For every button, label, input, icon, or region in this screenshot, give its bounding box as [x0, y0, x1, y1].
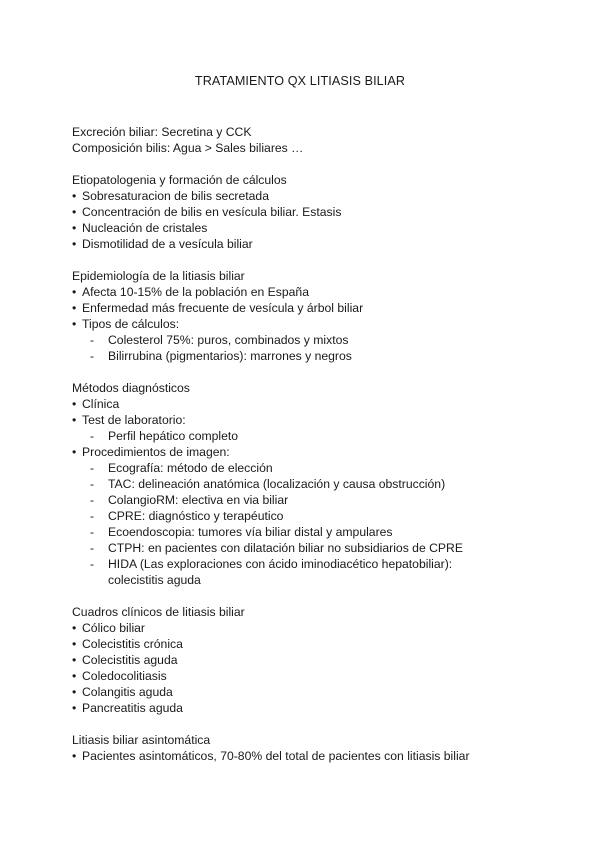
sub-item-text: Bilirrubina (pigmentarios): marrones y negros: [108, 349, 352, 363]
dash-marker: -: [90, 509, 95, 523]
etiopatologenia-section: [72, 172, 542, 252]
sub-list-item: [72, 348, 542, 364]
dash-marker: -: [90, 525, 95, 539]
sub-item-text: Perfil hepático completo: [108, 429, 239, 443]
list-item: • Pacientes asintomáticos, 70-80% del total de pacientes con litiasis biliar: [72, 748, 542, 764]
dash-marker: -: [90, 477, 95, 491]
document-body: [72, 124, 542, 780]
intro-line: Composición bilis: Agua > Sales biliares …: [72, 141, 304, 155]
list-item: • Colecistitis crónica: [72, 636, 542, 652]
list-item: • Pancreatitis aguda: [72, 700, 542, 716]
list-item: • Nucleación de cristales: [72, 220, 542, 236]
dash-marker: -: [90, 541, 95, 555]
dash-marker: -: [90, 461, 95, 475]
metodos-diagnosticos-section: [72, 380, 542, 588]
dash-marker: -: [90, 557, 95, 571]
list-item: • Clínica: [72, 396, 542, 412]
list-item: • Concentración de bilis en vesícula biliar. Estasis: [72, 204, 542, 220]
sub-list-item: [72, 540, 542, 556]
dash-marker: -: [90, 493, 95, 507]
epidemiologia-section: [72, 268, 542, 364]
section-heading: Litiasis biliar asintomática: [72, 733, 211, 747]
section-heading: Epidemiología de la litiasis biliar: [72, 269, 245, 283]
sub-list-item: [72, 524, 542, 540]
list-item: • Colecistitis aguda: [72, 652, 542, 668]
dash-marker: -: [90, 333, 95, 347]
sub-item-text: Ecoendoscopia: tumores vía biliar distal y ampulares: [108, 525, 393, 539]
section-heading: Cuadros clínicos de litiasis biliar: [72, 605, 245, 619]
intro-section: [72, 124, 542, 156]
sub-list-item: [72, 556, 542, 588]
sub-list-item: [72, 508, 542, 524]
sub-item-text: Colesterol 75%: puros, combinados y mixtos: [108, 333, 349, 347]
section-heading: Etiopatologenia y formación de cálculos: [72, 173, 287, 187]
dash-marker: -: [90, 429, 95, 443]
sub-item-text: ColangioRM: electiva en via biliar: [108, 493, 289, 507]
list-item: • Sobresaturacion de bilis secretada: [72, 188, 542, 204]
list-item: • Dismotilidad de a vesícula biliar: [72, 236, 542, 252]
list-item: • Coledocolitiasis: [72, 668, 542, 684]
cuadros-clinicos-section: [72, 604, 542, 716]
sub-list-item: [72, 460, 542, 476]
sub-item-text: Ecografía: método de elección: [108, 461, 273, 475]
sub-list-item: [72, 428, 542, 444]
list-item: • Cólico biliar: [72, 620, 542, 636]
sub-item-text: CTPH: en pacientes con dilatación biliar no subsidiarios de CPRE: [108, 541, 463, 555]
dash-marker: -: [90, 349, 95, 363]
sub-list-item: [72, 492, 542, 508]
sub-list-item: [72, 332, 542, 348]
page-title: TRATAMIENTO QX LITIASIS BILIAR: [194, 74, 406, 88]
list-item: • Afecta 10-15% de la población en España: [72, 284, 542, 300]
sub-item-text: TAC: delineación anatómica (localización y causa obstrucción): [108, 477, 446, 491]
sub-item-text: HIDA (Las exploraciones con ácido iminodiacético hepatobiliar): colecistitis aguda: [108, 557, 453, 587]
list-item: • Procedimientos de imagen:: [72, 444, 542, 460]
section-heading: Métodos diagnósticos: [72, 381, 190, 395]
sub-list-item: [72, 476, 542, 492]
list-item: • Test de laboratorio:: [72, 412, 542, 428]
intro-line: Excreción biliar: Secretina y CCK: [72, 125, 252, 139]
list-item: • Colangitis aguda: [72, 684, 542, 700]
sub-item-text: CPRE: diagnóstico y terapéutico: [108, 509, 284, 523]
litiasis-asintomatica-section: [72, 732, 542, 764]
list-item: • Enfermedad más frecuente de vesícula y árbol biliar: [72, 300, 542, 316]
list-item: • Tipos de cálculos:: [72, 316, 542, 332]
